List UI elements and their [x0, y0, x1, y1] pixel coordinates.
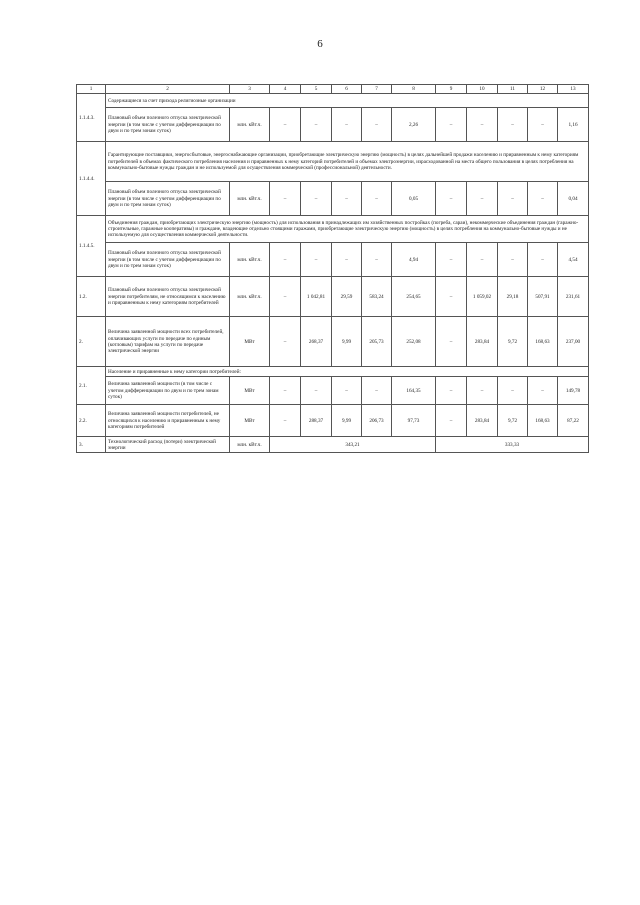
cell-value: 283,84	[467, 405, 498, 437]
cell-value: 164,35	[392, 377, 436, 405]
cell-value: –	[436, 108, 467, 142]
cell-value: –	[467, 243, 498, 277]
cell-value: 149,78	[558, 377, 589, 405]
section-row	[77, 94, 589, 108]
cell-value: –	[436, 405, 467, 437]
row-number: 1.1.4.5.	[77, 216, 106, 277]
cell-value: 237,00	[558, 317, 589, 367]
table-row	[77, 277, 589, 317]
cell-value: –	[528, 182, 558, 216]
row-unit: млн. кВт.ч.	[230, 437, 270, 453]
header-cell: 6	[332, 85, 362, 94]
section-title: Население и приравненные к нему категории потребителей:	[106, 367, 589, 377]
cell-value: –	[528, 108, 558, 142]
cell-value: –	[332, 108, 362, 142]
cell-value: 4,54	[558, 243, 589, 277]
cell-value: –	[362, 377, 392, 405]
row-unit: млн. кВт.ч.	[230, 108, 270, 142]
cell-value: 9,99	[332, 317, 362, 367]
cell-value: –	[332, 182, 362, 216]
table-row	[77, 405, 589, 437]
cell-value: –	[362, 182, 392, 216]
cell-value: –	[332, 243, 362, 277]
cell-value: 1 042,81	[301, 277, 332, 317]
cell-value-merged: 333,33	[436, 437, 589, 453]
cell-value: –	[436, 243, 467, 277]
row-description: Величина заявленной мощности (в том числе с учетом дифференциации по двум и по трем зонам суток)	[106, 377, 230, 405]
cell-value: –	[436, 277, 467, 317]
row-unit: МВт	[230, 317, 270, 367]
cell-value: 9,72	[498, 405, 528, 437]
cell-value: 9,99	[332, 405, 362, 437]
cell-value: –	[270, 277, 301, 317]
cell-value: –	[362, 108, 392, 142]
cell-value: 168,63	[528, 405, 558, 437]
cell-value: 168,63	[528, 317, 558, 367]
table-row	[77, 243, 589, 277]
cell-value: 252,08	[392, 317, 436, 367]
row-description: Величина заявленной мощности всех потребителей, оплачивающих услуги по передаче по единым (котловым) тарифам на услуги по передаче электрической энергии	[106, 317, 230, 367]
cell-value: –	[467, 377, 498, 405]
cell-value: –	[467, 108, 498, 142]
row-number: 2.1.	[77, 367, 106, 405]
header-cell: 2	[106, 85, 230, 94]
section-row	[77, 216, 589, 243]
section-row	[77, 367, 589, 377]
row-description: Плановый объем полезного отпуска электрической энергии (в том числе с учетом дифференциации по двум и по трем зонам суток)	[106, 243, 230, 277]
cell-value: –	[467, 182, 498, 216]
section-title: Объединения граждан, приобретающих электрическую энергию (мощность) для использования в принадлежащих им хозяйственных постройках (погреба, сараи), некоммерческие объединения граждан (гаражно-строительные, гаражные кооперативы) и граждане, владеющие отдельно стоящими гаражами, приобретающие электрическую энергию (мощность) в целях потребления на коммунально-бытовые нужды и не используемую для осуществления коммерческой деятельности.	[106, 216, 589, 243]
cell-value: –	[270, 317, 301, 367]
header-cell: 11	[498, 85, 528, 94]
row-description: Величина заявленной мощности потребителей, не относящихся к населению и приравненным к нему категориям потребителей	[106, 405, 230, 437]
page-number: 6	[317, 38, 323, 50]
section-row	[77, 142, 589, 182]
cell-value: 231,61	[558, 277, 589, 317]
header-row	[77, 85, 589, 94]
cell-value: –	[301, 377, 332, 405]
cell-value: –	[270, 108, 301, 142]
cell-value: –	[436, 377, 467, 405]
cell-value: –	[270, 377, 301, 405]
cell-value: 4,94	[392, 243, 436, 277]
header-cell: 5	[301, 85, 332, 94]
section-title: Гарантирующие поставщики, энергосбытовые, энергоснабжающие организации, приобретающие электрическую энергию (мощность) в целях дальнейшей продажи населению и приравненным к нему категориям потребителей в объемах фактического потребления населения и приравненных к нему категорий потребителей и объемах электроэнергии, израсходованной на места общего пользования в целях потребления на коммунально-бытовые нужды граждан и не используемой для осуществления коммерческой (профессиональной) деятельности.	[106, 142, 589, 182]
cell-value: 288,37	[301, 405, 332, 437]
cell-value: –	[301, 108, 332, 142]
cell-value: –	[498, 377, 528, 405]
cell-value: 97,73	[392, 405, 436, 437]
cell-value: –	[498, 108, 528, 142]
cell-value: 0,04	[558, 182, 589, 216]
row-number: 1.1.4.3.	[77, 94, 106, 142]
table-row	[77, 437, 589, 453]
cell-value: –	[362, 243, 392, 277]
cell-value: 87,22	[558, 405, 589, 437]
cell-value: 206,73	[362, 405, 392, 437]
header-cell: 1	[77, 85, 106, 94]
cell-value: –	[436, 182, 467, 216]
row-number: 1.2.	[77, 277, 106, 317]
header-cell: 4	[270, 85, 301, 94]
table-row	[77, 108, 589, 142]
header-cell: 9	[436, 85, 467, 94]
cell-value: 2,26	[392, 108, 436, 142]
header-cell: 13	[558, 85, 589, 94]
header-cell: 8	[392, 85, 436, 94]
row-number: 2.2.	[77, 405, 106, 437]
row-description: Плановый объем полезного отпуска электрической энергии (в том числе с учетом дифференциации по двум и по трем зонам суток)	[106, 182, 230, 216]
header-cell: 10	[467, 85, 498, 94]
cell-value: 254,65	[392, 277, 436, 317]
cell-value: –	[270, 182, 301, 216]
cell-value: 29,18	[498, 277, 528, 317]
header-cell: 3	[230, 85, 270, 94]
row-unit: млн. кВт.ч.	[230, 277, 270, 317]
cell-value: –	[301, 243, 332, 277]
cell-value: –	[436, 317, 467, 367]
section-title: Содержащиеся за счет прихода религиозные организации	[106, 94, 589, 108]
cell-value: 507,91	[528, 277, 558, 317]
table-row	[77, 377, 589, 405]
cell-value: 1 059,02	[467, 277, 498, 317]
cell-value: –	[270, 405, 301, 437]
header-cell: 7	[362, 85, 392, 94]
row-description: Плановый объем полезного отпуска электрической энергии потребителям, не относящимся к населению и приравненным к нему категориям потребителей	[106, 277, 230, 317]
row-unit: млн. кВт.ч.	[230, 182, 270, 216]
cell-value: 583,24	[362, 277, 392, 317]
cell-value: –	[528, 243, 558, 277]
cell-value: 9,72	[498, 317, 528, 367]
header-cell: 12	[528, 85, 558, 94]
cell-value-merged: 343,21	[270, 437, 436, 453]
cell-value: 268,37	[301, 317, 332, 367]
row-unit: МВт	[230, 405, 270, 437]
cell-value: –	[498, 182, 528, 216]
row-unit: МВт	[230, 377, 270, 405]
table-row	[77, 317, 589, 367]
row-number: 2.	[77, 317, 106, 367]
row-number: 1.1.4.4.	[77, 142, 106, 216]
cell-value: 283,84	[467, 317, 498, 367]
cell-value: –	[332, 377, 362, 405]
cell-value: 1,16	[558, 108, 589, 142]
row-number: 3.	[77, 437, 106, 453]
table-row	[77, 182, 589, 216]
cell-value: 205,73	[362, 317, 392, 367]
cell-value: 0,05	[392, 182, 436, 216]
tariff-table	[76, 84, 589, 453]
cell-value: 29,59	[332, 277, 362, 317]
cell-value: –	[528, 377, 558, 405]
cell-value: –	[498, 243, 528, 277]
cell-value: –	[301, 182, 332, 216]
row-description: Плановый объем полезного отпуска электрической энергии (в том числе с учетом дифференциации по двум и по трем зонам суток)	[106, 108, 230, 142]
row-description: Технологический расход (потери) электрической энергии	[106, 437, 230, 453]
row-unit: млн. кВт.ч.	[230, 243, 270, 277]
cell-value: –	[270, 243, 301, 277]
